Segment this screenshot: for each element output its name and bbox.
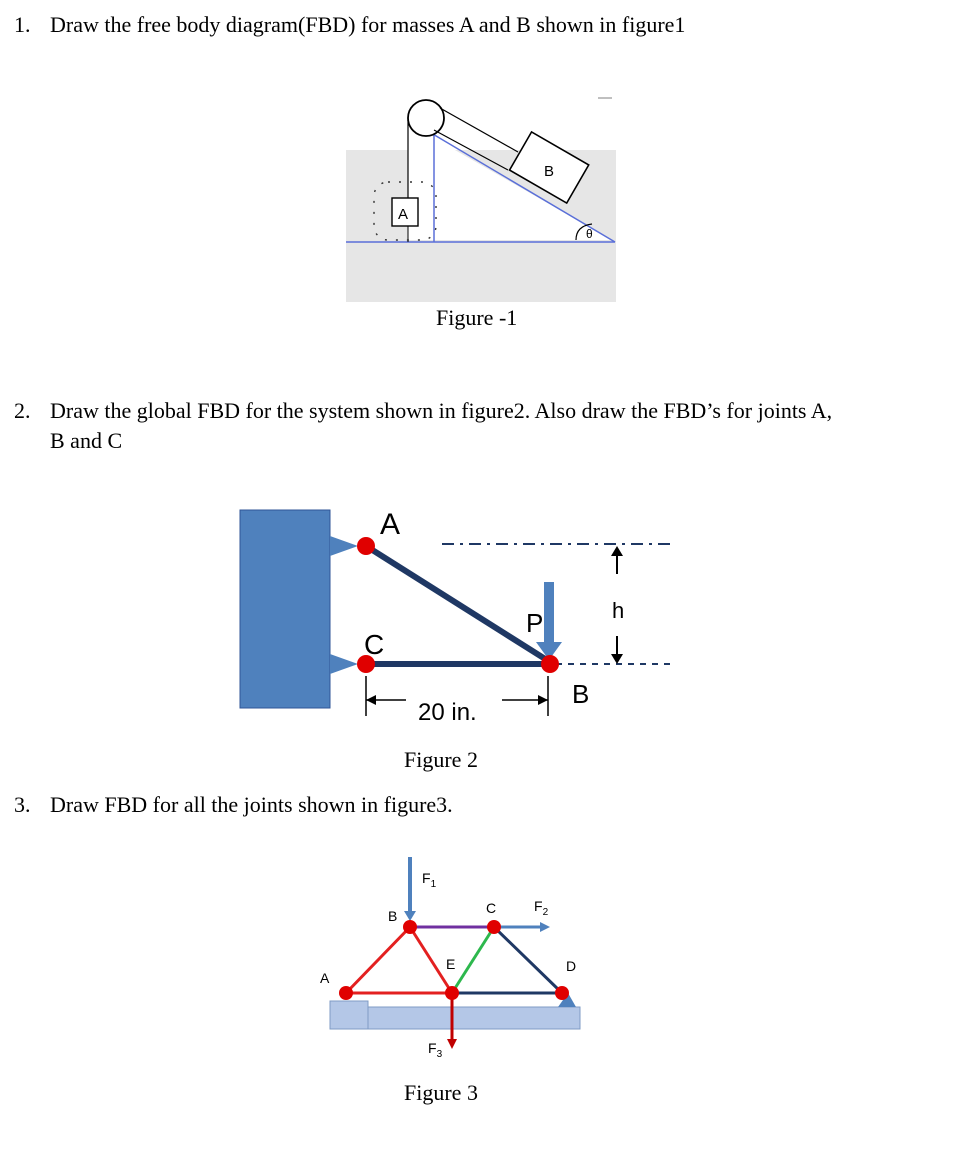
force-f1-head xyxy=(404,911,416,921)
force-f2-head xyxy=(540,922,550,932)
figure-2-caption: Figure 2 xyxy=(404,747,478,772)
joint-c xyxy=(487,920,501,934)
load-p-shaft xyxy=(544,582,554,644)
joint-a xyxy=(357,537,375,555)
label-a: A xyxy=(320,970,330,986)
figure-2 xyxy=(230,500,680,730)
pulley xyxy=(408,100,444,136)
member-cd xyxy=(494,927,562,993)
question-text: Draw the free body diagram(FBD) for masses A and B shown in figure1 xyxy=(50,12,686,37)
label-h: h xyxy=(612,598,625,623)
joint-e xyxy=(445,986,459,1000)
question-1 xyxy=(14,10,685,40)
question-number: 3. xyxy=(14,792,31,817)
base-left xyxy=(330,1001,368,1029)
support-a xyxy=(330,536,358,556)
label-c: C xyxy=(364,629,385,660)
label-f1: $F_1$ xyxy=(422,870,437,890)
figure-1 xyxy=(340,90,630,305)
label-theta: θ xyxy=(586,227,593,241)
figure-3 xyxy=(310,845,590,1065)
wall xyxy=(240,510,330,708)
question-text: Draw the global FBD for the system shown in figure2. Also draw the FBD’s for joints A, xyxy=(50,398,833,423)
joint-d xyxy=(555,986,569,1000)
question-3 xyxy=(14,790,453,820)
question-number: 1. xyxy=(14,12,31,37)
dimension-label: 20 in. xyxy=(418,699,477,726)
member-ab xyxy=(366,546,550,662)
label-c: C xyxy=(486,900,497,916)
question-2-continuation: B and C xyxy=(50,428,123,453)
label-b: B xyxy=(388,908,398,924)
label-p: P xyxy=(526,608,544,638)
figure-1-caption: Figure -1 xyxy=(436,305,518,330)
label-e: E xyxy=(446,956,456,972)
label-d: D xyxy=(566,958,577,974)
member-ab xyxy=(346,927,410,993)
base-main xyxy=(368,1007,580,1029)
label-f2: $F_2$ xyxy=(534,898,549,918)
label-b: B xyxy=(572,679,590,709)
support-c xyxy=(330,654,358,674)
question-2 xyxy=(14,396,832,426)
joint-b xyxy=(541,655,559,673)
force-f3-head xyxy=(447,1039,457,1049)
joint-a xyxy=(339,986,353,1000)
label-a: A xyxy=(380,508,401,541)
joint-b xyxy=(403,920,417,934)
member-ce xyxy=(452,927,494,993)
question-text: Draw FBD for all the joints shown in figure3. xyxy=(50,792,453,817)
question-number: 2. xyxy=(14,398,31,423)
label-a: A xyxy=(398,206,409,223)
label-f3: $F_3$ xyxy=(428,1040,443,1060)
figure-3-caption: Figure 3 xyxy=(404,1080,478,1105)
label-b: B xyxy=(544,163,555,180)
